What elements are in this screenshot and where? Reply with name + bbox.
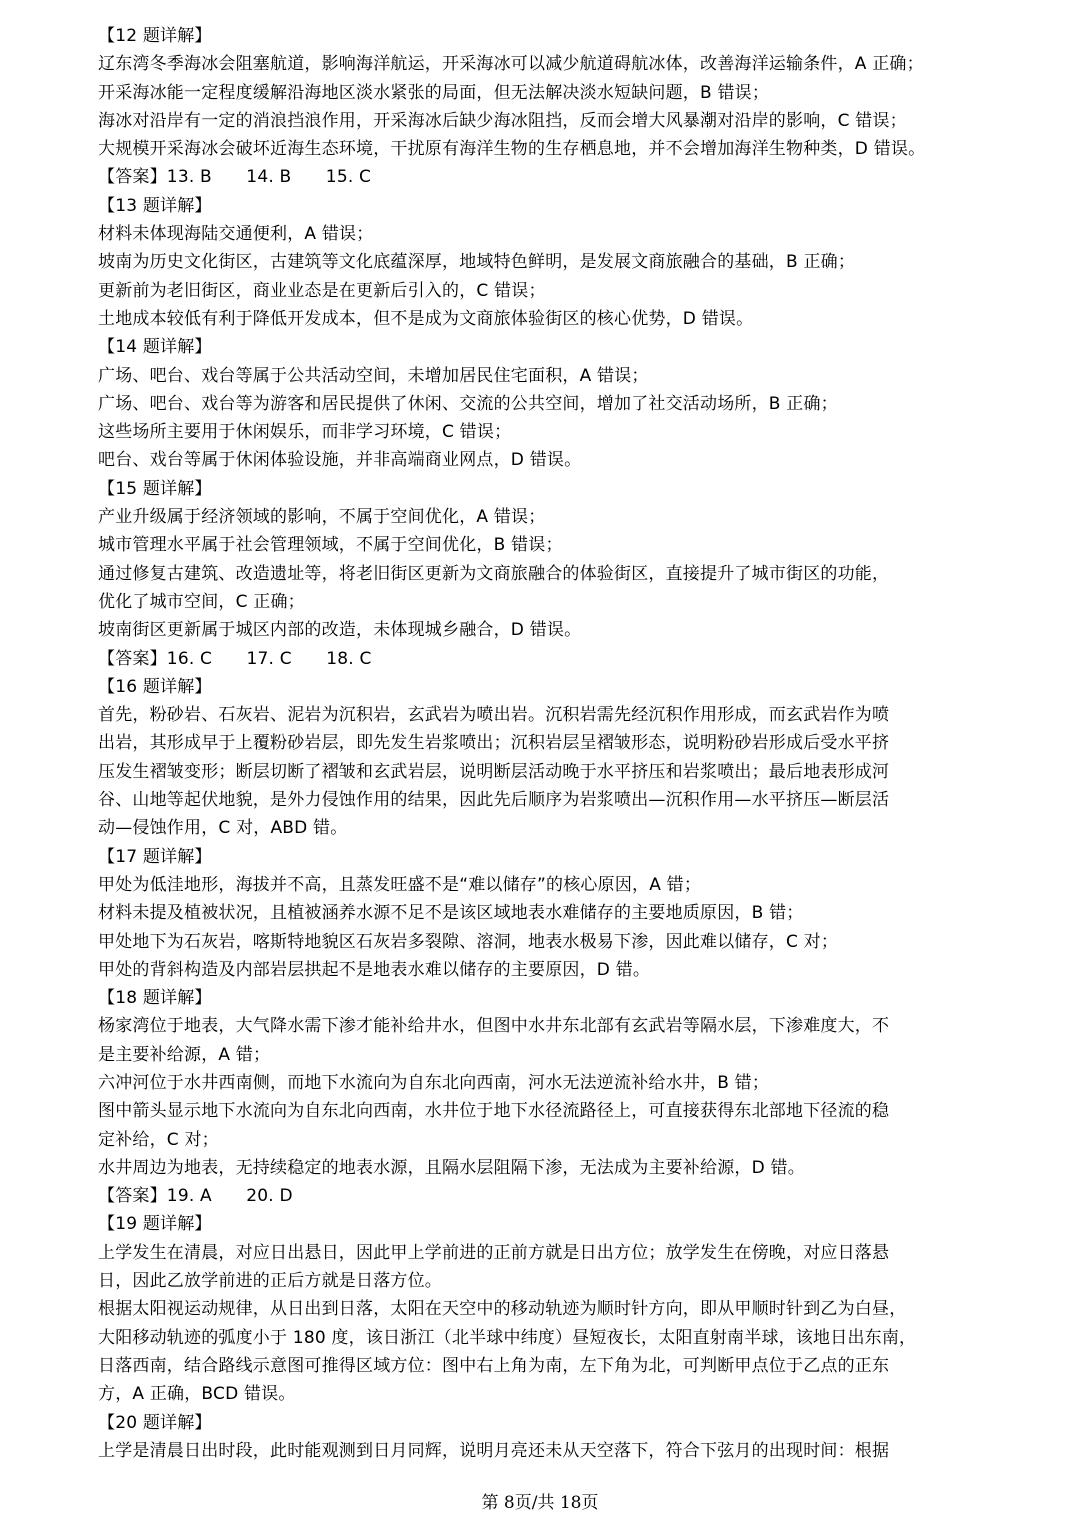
text-line: 吧台、戏台等属于休闲体验设施，并非高端商业网点，D 错误。 [98, 450, 582, 471]
text-line: 土地成本较低有利于降低开发成本，但不是成为文商旅体验街区的核心优势，D 错误。 [98, 308, 754, 329]
text-line: 海冰对沿岸有一定的消浪挡浪作用，开采海冰后缺少海冰阻挡，反而会增大风暴潮对沿岸的影响，C 错误； [98, 110, 907, 131]
text-line: 上学发生在清晨，对应日出悬日，因此甲上学前进的正前方就是日出方位；放学发生在傍晚，对应日落悬 [98, 1242, 890, 1263]
section-heading: 【20 题详解】 [98, 1412, 212, 1433]
section-heading: 【16 题详解】 [98, 676, 212, 697]
text-line: 日落西南，结合路线示意图可推得区域方位：图中右上角为南，左下角为北，可判断甲点位于乙点的正东 [98, 1355, 890, 1376]
page-footer: 第 8页/共 18页 [481, 1493, 599, 1513]
text-line: 日，因此乙放学前进的正后方就是日落方位。 [98, 1271, 442, 1292]
section-heading: 【12 题详解】 [98, 26, 212, 46]
text-line: 首先，粉砂岩、石灰岩、泥岩为沉积岩，玄武岩为喷出岩。沉积岩需先经沉积作用形成，而玄武岩作为喷 [98, 705, 890, 726]
text-line: 图中箭头显示地下水流向为自东北向西南，水井位于地下水径流路径上，可直接获得东北部地下径流的稳 [98, 1101, 890, 1122]
text-line: 广场、吧台、戏台等为游客和居民提供了休闲、交流的公共空间，增加了社交活动场所，B 正确； [98, 393, 838, 414]
section-heading: 【17 题详解】 [98, 846, 212, 867]
text-line: 甲处为低洼地形，海拔并不高，且蒸发旺盛不是“难以储存”的核心原因，A 错； [98, 874, 702, 895]
section-heading: 【15 题详解】 [98, 478, 212, 499]
text-line: 方，A 正确，BCD 错误。 [98, 1384, 296, 1405]
text-line: 压发生褶皱变形；断层切断了褶皱和玄武岩层，说明断层活动晚于水平挤压和岩浆喷出；最后地表形成河 [98, 761, 890, 782]
text-line: 甲处的背斜构造及内部岩层拱起不是地表水难以储存的主要原因，D 错。 [98, 959, 651, 980]
text-line: 开采海冰能一定程度缓解沿海地区淡水紧张的局面，但无法解决淡水短缺问题，B 错误； [98, 82, 770, 103]
text-line: 定补给，C 对； [98, 1129, 219, 1150]
text-line: 产业升级属于经济领域的影响，不属于空间优化，A 错误； [98, 507, 546, 528]
text-line: 动—侵蚀作用，C 对，ABD 错。 [98, 818, 348, 839]
text-line: 谷、山地等起伏地貌，是外力侵蚀作用的结果，因此先后顺序为岩浆喷出—沉积作用—水平挤压—断层活 [98, 790, 890, 811]
text-line: 这些场所主要用于休闲娱乐，而非学习环境，C 错误； [98, 422, 512, 443]
text-line: 水井周边为地表，无持续稳定的地表水源，且隔水层阻隔下渗，无法成为主要补给源，D 错。 [98, 1157, 805, 1178]
text-line: 材料未提及植被状况，且植被涵养水源不足不是该区域地表水难储存的主要地质原因，B 错； [98, 903, 804, 924]
text-line: 大阳移动轨迹的弧度小于 180 度，该日浙江（北半球中纬度）昼短夜长，太阳直射南半球，该地日出东南， [98, 1327, 917, 1348]
text-line: 辽东湾冬季海冰会阻塞航道，影响海洋航运，开采海冰可以减少航道碍航冰体，改善海洋运输条件，A 正确； [98, 54, 924, 75]
text-line: 坡南为历史文化街区，古建筑等文化底蕴深厚，地域特色鲜明，是发展文商旅融合的基础，B 正确； [98, 252, 856, 273]
text-line: 更新前为老旧街区，商业业态是在更新后引入的，C 错误； [98, 280, 546, 301]
text-line: 通过修复古建筑、改造遗址等，将老旧街区更新为文商旅融合的体验街区，直接提升了城市街区的功能， [98, 563, 890, 584]
text-line: 优化了城市空间，C 正确； [98, 591, 305, 612]
text-line: 是主要补给源，A 错； [98, 1044, 271, 1065]
text-line: 根据太阳视运动规律，从日出到日落，太阳在天空中的移动轨迹为顺时针方向，即从甲顺时针到乙为白昼， [98, 1299, 907, 1320]
document-body [98, 22, 998, 1465]
text-line: 出岩，其形成早于上覆粉砂岩层，即先发生岩浆喷出；沉积岩层呈褶皱形态，说明粉砂岩形成后受水平挤 [98, 733, 890, 754]
text-line: 上学是清晨日出时段，此时能观测到日月同辉，说明月亮还未从天空落下，符合下弦月的出现时间：根据 [98, 1440, 890, 1461]
answer-line: 【答案】13. B 14. B 15. C [98, 167, 372, 188]
text-line: 杨家湾位于地表，大气降水需下渗才能补给井水，但图中水井东北部有玄武岩等隔水层，下渗难度大，不 [98, 1016, 890, 1037]
text-line: 坡南街区更新属于城区内部的改造，未体现城乡融合，D 错误。 [98, 620, 582, 641]
text-line: 甲处地下为石灰岩，喀斯特地貌区石灰岩多裂隙、溶洞，地表水极易下渗，因此难以储存，C 对； [98, 931, 839, 952]
text-line: 城市管理水平属于社会管理领域，不属于空间优化，B 错误； [98, 535, 563, 556]
text-line: 材料未体现海陆交通便利，A 错误； [98, 224, 374, 245]
text-line: 六冲河位于水井西南侧，而地下水流向为自东北向西南，河水无法逆流补给水井，B 错； [98, 1072, 770, 1093]
section-heading: 【13 题详解】 [98, 195, 212, 216]
section-heading: 【18 题详解】 [98, 988, 212, 1009]
text-line: 广场、吧台、戏台等属于公共活动空间，未增加居民住宅面积，A 错误； [98, 365, 649, 386]
section-heading: 【14 题详解】 [98, 337, 212, 358]
answer-line: 【答案】19. A 20. D [98, 1186, 293, 1207]
answer-line: 【答案】16. C 17. C 18. C [98, 648, 372, 669]
text-line: 大规模开采海冰会破坏近海生态环境，干扰原有海洋生物的生存栖息地，并不会增加海洋生物种类，D 错误。 [98, 139, 926, 160]
section-heading: 【19 题详解】 [98, 1214, 212, 1235]
